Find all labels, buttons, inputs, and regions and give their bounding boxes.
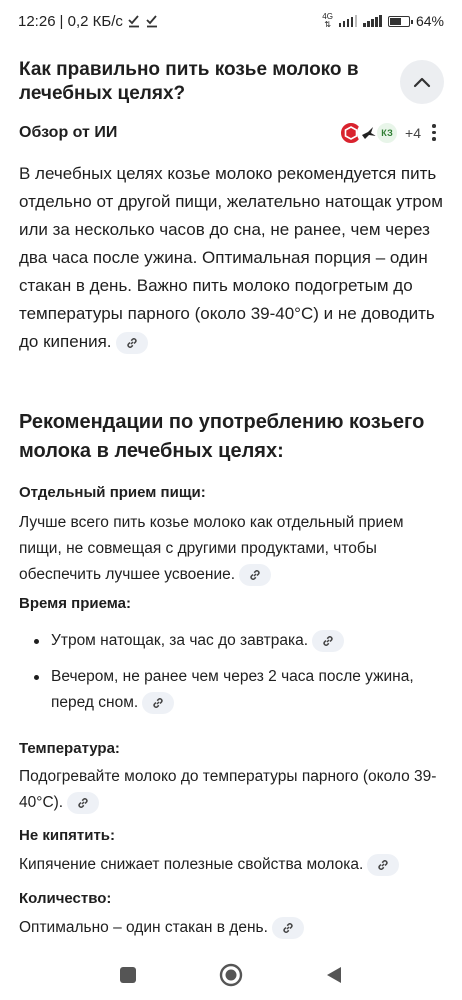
link-icon	[151, 696, 165, 710]
download-done-icon	[145, 14, 159, 28]
no-boil-heading: Не кипятить:	[19, 827, 116, 844]
square-icon[interactable]	[119, 966, 137, 984]
link-icon	[281, 921, 295, 935]
source-link-button[interactable]	[116, 332, 148, 354]
temperature-heading: Температура:	[19, 740, 120, 757]
link-icon	[321, 634, 335, 648]
more-vert-icon[interactable]	[431, 124, 437, 141]
separate-meal-text: Лучше всего пить козье молоко как отдельный прием пищи, не совмещая с другими продуктами, чтобы обеспечить лучшее усвоение.	[19, 514, 404, 583]
separate-meal-heading: Отдельный прием пищи:	[19, 484, 206, 501]
status-time: 12:26	[18, 12, 56, 30]
separate-meal-paragraph	[19, 510, 444, 588]
network-type: 4G ⇅	[322, 12, 333, 29]
link-icon	[376, 858, 390, 872]
triangle-back-icon[interactable]	[325, 965, 343, 985]
chevron-up-icon	[413, 76, 431, 88]
ai-overview-header	[19, 120, 443, 146]
no-boil-text: Кипячение снижает полезные свойства молока.	[19, 856, 364, 873]
temperature-paragraph	[19, 764, 444, 816]
temperature-text: Подогревайте молоко до температуры парного (около 39-40°C).	[19, 768, 437, 811]
download-done-icon	[127, 14, 141, 28]
battery-icon	[388, 16, 410, 27]
quantity-heading: Количество:	[19, 890, 112, 907]
no-boil-paragraph	[19, 852, 444, 878]
source-link-button[interactable]	[239, 564, 271, 586]
link-icon	[125, 336, 139, 350]
quantity-paragraph	[19, 915, 444, 941]
time-list	[34, 628, 444, 726]
collapse-button[interactable]	[400, 60, 444, 104]
source-favicon[interactable]: КЗ	[375, 121, 399, 145]
source-link-button[interactable]	[142, 692, 174, 714]
link-icon	[248, 568, 262, 582]
source-icons[interactable]	[339, 121, 421, 145]
time-heading: Время приема:	[19, 595, 131, 612]
question-title: Как правильно пить козье молоко в лечебных целях?	[19, 59, 359, 104]
status-speed: | 0,2 КБ/с	[59, 12, 123, 30]
system-nav-bar	[0, 950, 462, 1000]
summary-paragraph	[19, 160, 444, 356]
source-link-button[interactable]	[67, 792, 99, 814]
link-icon	[76, 796, 90, 810]
signal-icon	[363, 15, 382, 27]
summary-text: В лечебных целях козье молоко рекомендуется пить отдельно от другой пищи, желательно натощак утром или за несколько часов до сна, не ранее, чем через два часа после ужина. Оптимальная порция – один стакан в день. Важно пить молоко подогретым до температуры парного (около 39-40°C) и не доводить до кипения.	[19, 164, 443, 351]
source-link-button[interactable]	[367, 854, 399, 876]
list-item: Вечером, не ранее чем через 2 часа после ужина, перед сном.	[34, 664, 444, 716]
list-item: Утром натощак, за час до завтрака.	[34, 628, 444, 654]
source-link-button[interactable]	[272, 917, 304, 939]
status-bar	[0, 0, 462, 42]
signal-icon	[339, 15, 358, 27]
quantity-text: Оптимально – один стакан в день.	[19, 919, 268, 936]
source-link-button[interactable]	[312, 630, 344, 652]
circle-icon[interactable]	[219, 963, 243, 987]
ai-overview-label: Обзор от ИИ	[19, 124, 118, 141]
more-sources-count[interactable]: +4	[405, 125, 421, 141]
section-title: Рекомендации по употреблению козьего молока в лечебных целях:	[19, 411, 425, 462]
battery-percent: 64%	[415, 13, 444, 29]
